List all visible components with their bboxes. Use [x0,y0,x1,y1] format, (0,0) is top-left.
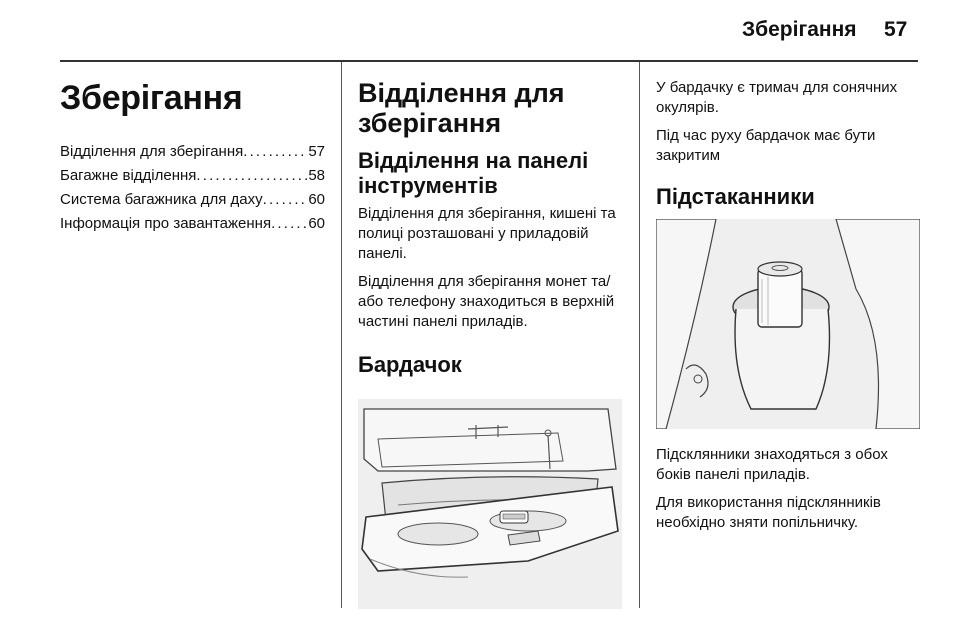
toc-item[interactable] [60,164,325,188]
toc-item-page: 60 [308,191,325,208]
toc-leader [243,140,308,164]
page-number: 57 [884,18,908,41]
toc-leader [196,164,308,188]
glovebox-illustration [358,399,622,609]
subsection-heading: Відділення на панелі інструментів [358,148,589,198]
toc-item[interactable] [60,212,325,236]
toc-item-title: Відділення для зберігання [60,143,244,160]
chapter-title: Зберігання [60,79,243,117]
toc-item-title: Інформація про завантаження [60,215,272,232]
right-column [656,68,918,541]
glovebox-heading: Бардачок [358,352,462,377]
middle-column [358,68,624,625]
column-divider-1 [341,62,342,608]
paragraph: У бардачку є тримач для сонячних окулярів. [656,79,898,116]
toc-leader [271,212,308,236]
paragraph: Підсклянники знаходяться з обох боків панелі приладів. [656,446,888,483]
section-heading: Відділення для зберігання [358,78,565,138]
toc-item-page: 60 [308,215,325,232]
toc-item[interactable] [60,188,325,212]
paragraph: Відділення для зберігання, кишені та полиці розташовані у приладовій панелі. [358,205,616,262]
toc-item-page: 57 [308,143,325,160]
cupholder-illustration [656,219,920,429]
cupholders-heading: Підстаканники [656,184,815,209]
running-header-title: Зберігання [742,18,857,41]
paragraph: Під час руху бардачок має бути закритим [656,127,876,164]
header-rule [60,60,918,62]
toc-leader [263,188,309,212]
toc-column [60,68,325,236]
paragraph: Відділення для зберігання монет та/або телефону знаходиться в верхній частині панелі приладів. [358,273,615,330]
paragraph: Для використання підсклянників необхідно зняти попільничку. [656,494,881,531]
toc-item[interactable] [60,140,325,164]
toc-item-title: Багажне відділення [60,167,197,184]
toc-item-title: Система багажника для даху [60,191,263,208]
toc-item-page: 58 [308,167,325,184]
column-divider-2 [639,62,640,608]
